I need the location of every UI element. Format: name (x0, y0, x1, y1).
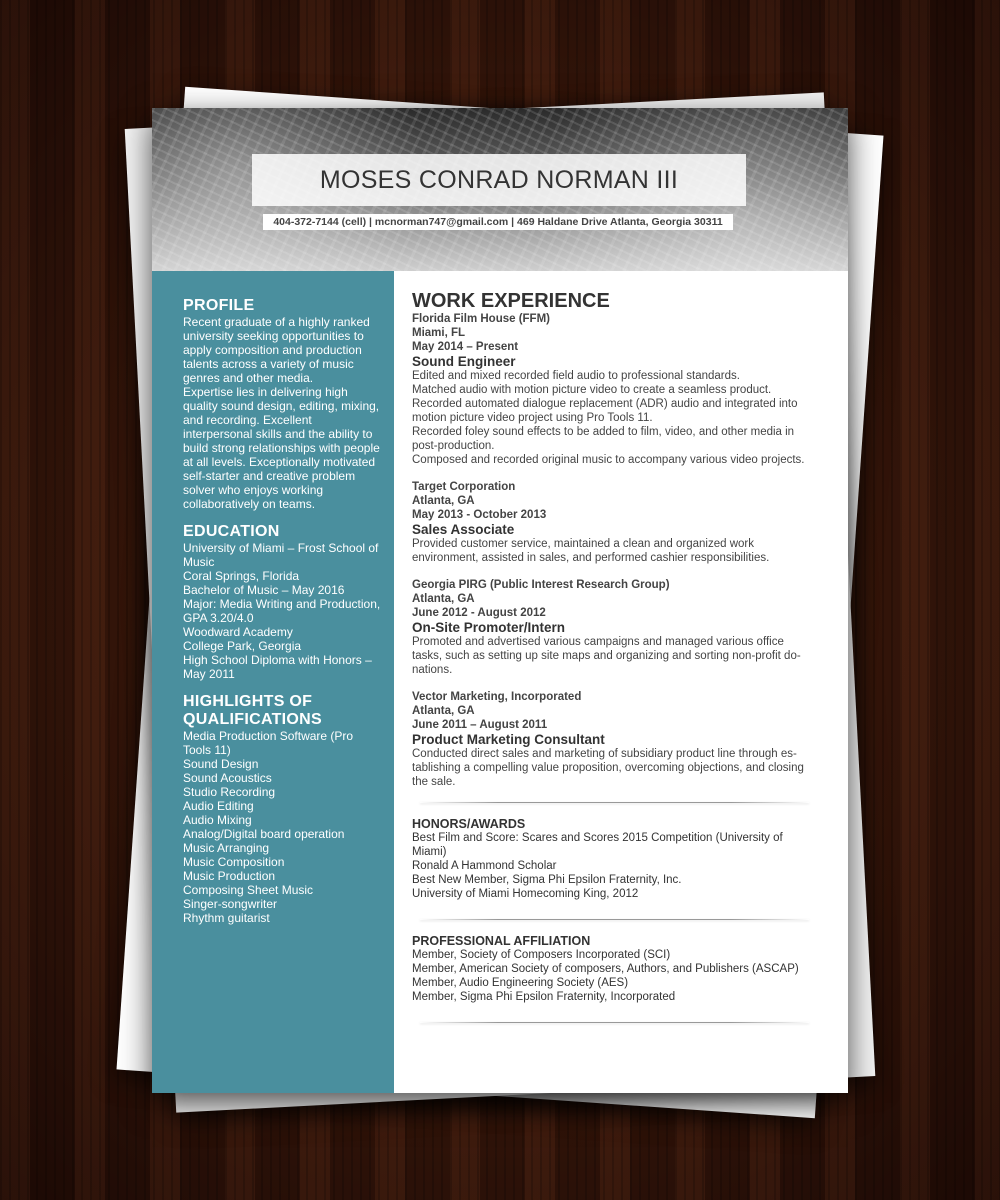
job-description-line: Recorded foley sound effects to be added to film, video, and other media in post-production. (412, 426, 795, 452)
job-title: Product Marketing Consultant (412, 732, 605, 747)
affiliation-item: Member, Audio Engineering Society (AES) (412, 977, 629, 989)
honor-item: University of Miami Homecoming King, 2012 (412, 888, 639, 900)
profile-paragraph: Recent graduate of a highly ranked university seeking opportunities to apply composition and production talents across a variety of music genres and other media. (183, 315, 370, 385)
work-experience-heading: WORK EXPERIENCE (412, 290, 610, 312)
honor-item: Ronald A Hammond Scholar (412, 860, 557, 872)
job-location: Atlanta, GA (412, 705, 475, 717)
honors-section (412, 817, 817, 901)
qualification-item: Music Production (183, 869, 276, 883)
education-section (183, 523, 383, 681)
job-description-line: Matched audio with motion picture video to create a seamless product. (412, 384, 772, 396)
honors-heading: HONORS/AWARDS (412, 817, 526, 831)
job-entry (412, 312, 817, 467)
resume-page (152, 108, 848, 1093)
qualification-item: Sound Design (183, 757, 259, 771)
qualifications-heading: HIGHLIGHTS OF QUALIFICATIONS (183, 693, 323, 728)
affiliation-section (412, 934, 817, 1004)
section-divider (420, 802, 809, 803)
affiliation-item: Member, American Society of composers, Authors, and Publishers (ASCAP) (412, 963, 799, 975)
job-dates: May 2014 – Present (412, 341, 519, 353)
job-title: On-Site Promoter/Intern (412, 620, 566, 635)
job-dates: June 2011 – August 2011 (412, 719, 548, 731)
section-divider (420, 1022, 809, 1023)
qualification-item: Media Production Software (Pro Tools 11) (183, 729, 354, 757)
qualification-item: Audio Mixing (183, 813, 252, 827)
job-dates: June 2012 - August 2012 (412, 607, 546, 619)
main-content (412, 290, 817, 1037)
job-location: Atlanta, GA (412, 593, 475, 605)
affiliation-heading: PROFESSIONAL AFFILIATION (412, 934, 591, 948)
honor-item: Best New Member, Sigma Phi Epsilon Fraternity, Inc. (412, 874, 682, 886)
profile-paragraph: Expertise lies in delivering high quality sound design, editing, mixing, and recording. Excellent interpersonal skills and the ability to build strong relationships with people at all levels. Exceptionally motivated self-starter and creative problem solver who enjoys working collaboratively on teams. (183, 385, 380, 511)
job-company: Target Corporation (412, 481, 516, 493)
job-entry (412, 480, 817, 565)
job-dates: May 2013 - October 2013 (412, 509, 547, 521)
qualifications-section (183, 693, 383, 925)
name-box (252, 154, 746, 206)
candidate-name: MOSES CONRAD NORMAN III (319, 165, 679, 194)
job-location: Miami, FL (412, 327, 466, 339)
honor-item: Best Film and Score: Scares and Scores 2015 Competition (University of Miami) (412, 832, 783, 858)
contact-info: 404-372-7144 (cell) | mcnorman747@gmail.com | 469 Haldane Drive Atlanta, Georgia 30311 (273, 216, 723, 228)
education-heading: EDUCATION (183, 523, 280, 540)
education-line: Bachelor of Music – May 2016 (183, 583, 345, 597)
profile-heading: PROFILE (183, 297, 255, 314)
affiliation-item: Member, Society of Composers Incorporated (SCI) (412, 949, 671, 961)
qualification-item: Music Composition (183, 855, 285, 869)
qualification-item: Rhythm guitarist (183, 911, 270, 925)
job-company: Georgia PIRG (Public Interest Research Group) (412, 579, 670, 591)
job-company: Florida Film House (FFM) (412, 313, 550, 325)
qualification-item: Sound Acoustics (183, 771, 272, 785)
header-banner (152, 108, 848, 271)
job-description-line: Provided customer service, maintained a clean and organized work environment, assisted in sales, and performed cashier responsibilities. (412, 538, 770, 564)
job-entry (412, 690, 817, 789)
qualification-item: Music Arranging (183, 841, 270, 855)
job-description-line: Recorded automated dialogue replacement (ADR) audio and integrated into motion picture video project using Pro Tools 11. (412, 398, 798, 424)
education-line: College Park, Georgia (183, 639, 302, 653)
job-description-line: Conducted direct sales and marketing of subsidiary product line through es-tablishing a compelling value proposition, overcoming objections, and closing the sale. (412, 748, 804, 788)
qualification-item: Studio Recording (183, 785, 276, 799)
job-entry (412, 578, 817, 677)
education-line: University of Miami – Frost School of Music (183, 541, 379, 569)
job-description-line: Edited and mixed recorded field audio to professional standards. (412, 370, 740, 382)
profile-section (183, 297, 383, 511)
education-line: Major: Media Writing and Production, GPA 3.20/4.0 (183, 597, 381, 625)
sidebar (152, 271, 394, 1093)
job-location: Atlanta, GA (412, 495, 475, 507)
job-title: Sales Associate (412, 522, 515, 537)
contact-bar (263, 214, 733, 230)
affiliation-item: Member, Sigma Phi Epsilon Fraternity, Incorporated (412, 991, 676, 1003)
qualification-item: Singer-songwriter (183, 897, 278, 911)
education-line: Coral Springs, Florida (183, 569, 300, 583)
section-divider (420, 919, 809, 920)
education-line: High School Diploma with Honors – May 2011 (183, 653, 372, 681)
job-company: Vector Marketing, Incorporated (412, 691, 582, 703)
job-title: Sound Engineer (412, 354, 516, 369)
education-line: Woodward Academy (183, 625, 293, 639)
qualification-item: Analog/Digital board operation (183, 827, 345, 841)
job-description-line: Composed and recorded original music to accompany various video projects. (412, 454, 805, 466)
job-description-line: Promoted and advertised various campaigns and managed various office tasks, such as setting up site maps and organizing and sorting non-profit do-nations. (412, 636, 801, 676)
qualification-item: Audio Editing (183, 799, 254, 813)
qualification-item: Composing Sheet Music (183, 883, 314, 897)
